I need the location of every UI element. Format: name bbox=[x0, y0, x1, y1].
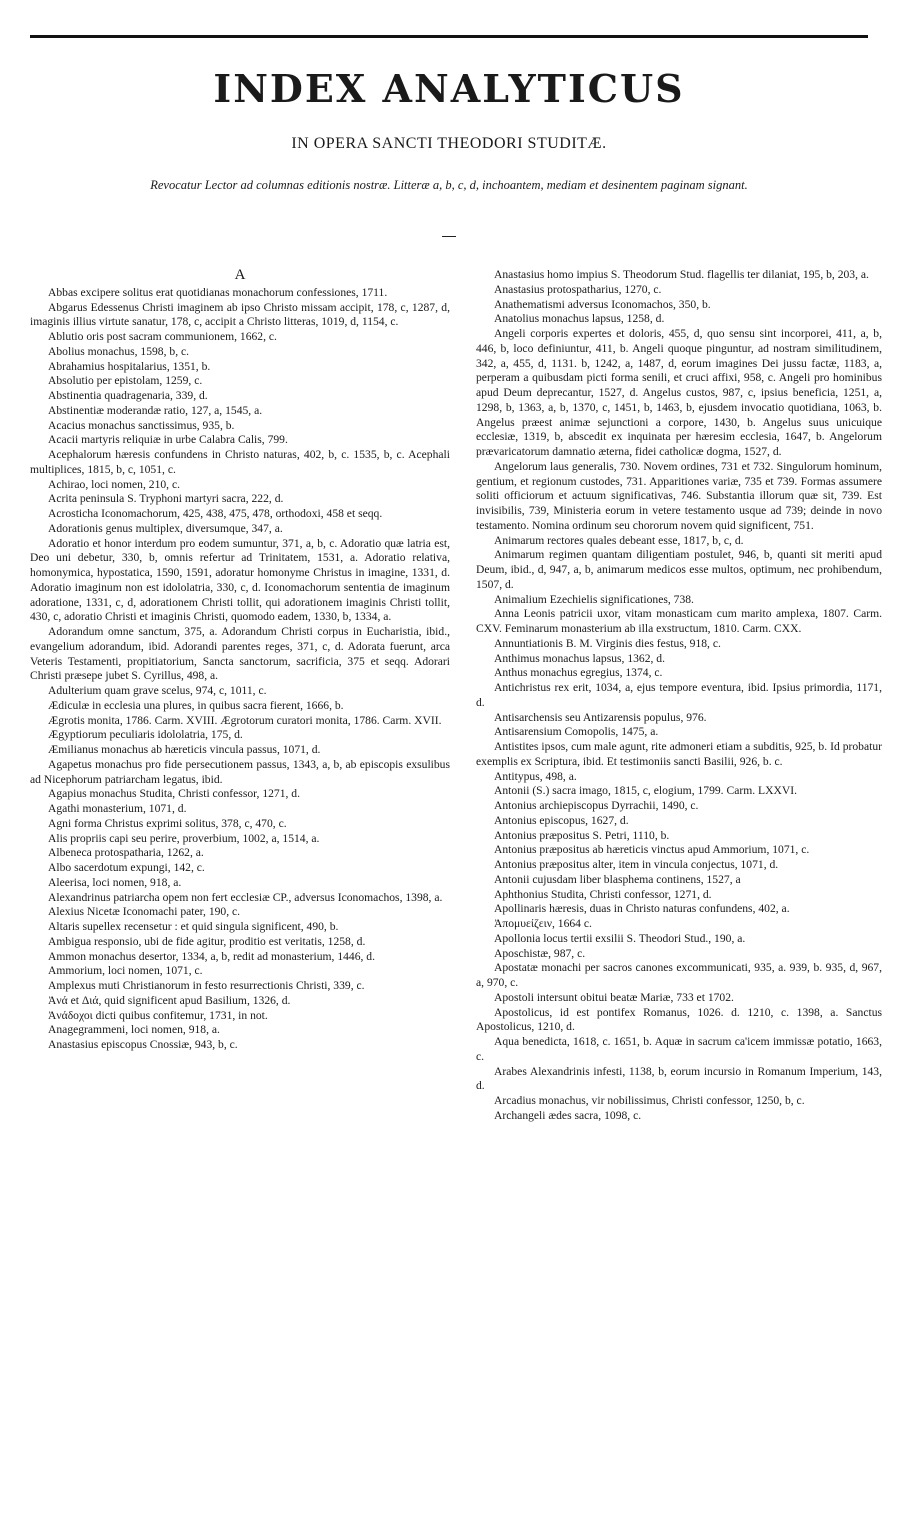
index-entry: Apostatæ monachi per sacros canones excommunicati, 935, a. 939, b. 935, d, 967, a, 970, c. bbox=[476, 961, 882, 989]
index-entry: Aphthonius Studita, Christi confessor, 1271, d. bbox=[494, 887, 712, 901]
page-subtitle: IN OPERA SANCTI THEODORI STUDITÆ. bbox=[291, 135, 607, 152]
reader-note: Revocatur Lector ad columnas editionis nostræ. Litteræ a, b, c, d, inchoantem, mediam et desinentem paginam signant. bbox=[150, 178, 748, 192]
page-title: INDEX ANALYTICUS bbox=[213, 66, 685, 111]
index-entry: Antonius præpositus ab hæreticis vinctus apud Ammorium, 1071, c. bbox=[494, 843, 810, 857]
index-entry: Agathi monasterium, 1071, d. bbox=[48, 802, 187, 815]
left-entry-list bbox=[30, 286, 450, 1053]
index-entry: Ammorium, loci nomen, 1071, c. bbox=[48, 964, 203, 978]
index-entry: Absolutio per epistolam, 1259, c. bbox=[48, 374, 203, 388]
index-entry: Ægrotis monita, 1786. Carm. XVIII. Ægrotorum curatori monita, 1786. Carm. XVII. bbox=[48, 713, 442, 727]
index-entry: Angelorum laus generalis, 730. Novem ordines, 731 et 732. Singulorum hominum, gentium, et regionum custodes, 731. Apparitiones variæ, 735 et 739. Formas assumere soliti officiorum et actuum significativas, 746. Substantia illorum quæ sit, 739. Est invisibilis, 739, Ministeria eorum in vetere testamento usque ad 739; deinde in novo testamento. Nomina ordinum seu chororum novem quid significent, 751. bbox=[476, 459, 882, 532]
index-entry: Acephalorum hæresis confundens in Christo naturas, 402, b, c. 1535, b, c. Acephali multiplices, 1815, b, c, 1051, c. bbox=[30, 448, 450, 476]
index-entry: Albo sacerdotum expungi, 142, c. bbox=[48, 861, 205, 874]
index-entry: Anastasius episcopus Cnossiæ, 943, b, c. bbox=[48, 1038, 238, 1051]
index-entry: Aposchistæ, 987, c. bbox=[494, 946, 586, 960]
index-entry: Abstinentiæ moderandæ ratio, 127, a, 1545, a. bbox=[48, 403, 263, 417]
right-entry-list bbox=[476, 268, 882, 1124]
index-entry: Agni forma Christus exprimi solitus, 378, c, 470, c. bbox=[48, 816, 287, 830]
index-entry: Aleerisa, loci nomen, 918, a. bbox=[48, 875, 182, 889]
index-entry: Antonius episcopus, 1627, d. bbox=[494, 813, 629, 827]
index-entry: Ambigua responsio, ubi de fide agitur, proditio est veritatis, 1258, d. bbox=[48, 934, 366, 948]
index-entry: Animalium Ezechielis significationes, 738. bbox=[494, 592, 694, 606]
index-entry: Anthus monachus egregius, 1374, c. bbox=[494, 666, 663, 680]
index-entry: Ammon monachus desertor, 1334, a, b, redit ad monasterium, 1446, d. bbox=[48, 949, 375, 963]
index-entry: Arcadius monachus, vir nobilissimus, Christi confessor, 1250, b, c. bbox=[494, 1094, 805, 1107]
index-entry: Antistites ipsos, cum male agunt, rite admoneri etiam a subditis, 925, b. Id probatur exemplis ex Scriptura, ibid. Et testimoniis sancti Basilii, 926, b. c. bbox=[476, 740, 882, 768]
index-entry: Antonius præpositus S. Petri, 1110, b. bbox=[494, 828, 670, 842]
index-entry: Æmilianus monachus ab hæreticis vincula passus, 1071, d. bbox=[48, 743, 321, 756]
index-entry: Agapius monachus Studita, Christi confessor, 1271, d. bbox=[48, 787, 300, 801]
index-entry: Ablutio oris post sacram communionem, 1662, c. bbox=[48, 330, 277, 343]
index-entry: Apollinaris hæresis, duas in Christo naturas confundens, 402, a. bbox=[494, 902, 790, 916]
index-entry: Altaris supellex recensetur : et quid singula significent, 490, b. bbox=[48, 920, 339, 933]
index-entry: Antonius archiepiscopus Dyrrachii, 1490, c. bbox=[494, 799, 699, 812]
index-entry: Ædiculæ in ecclesia una plures, in quibus sacra fierent, 1666, b. bbox=[48, 698, 344, 712]
index-entry: Antisarensium Comopolis, 1475, a. bbox=[494, 725, 659, 739]
index-entry: Ἀνά et Διά, quid significent apud Basilium, 1326, d. bbox=[48, 993, 291, 1007]
index-entry: Apollonia locus tertii exsilii S. Theodori Stud., 190, a. bbox=[494, 931, 746, 945]
index-entry: Aqua benedicta, 1618, c. 1651, b. Aquæ in sacrum ca'icem immissæ potatio, 1663, c. bbox=[476, 1035, 882, 1063]
index-entry: Anastasius protospatharius, 1270, c. bbox=[494, 282, 662, 296]
index-entry: Apostolicus, id est pontifex Romanus, 1026. d. 1210, c. 1398, a. Sanctus Apostolicus, 1210, d. bbox=[476, 1005, 882, 1034]
index-entry: Abbas excipere solitus erat quotidianas monachorum confessiones, 1711. bbox=[48, 285, 388, 299]
index-entry: Anatolius monachus lapsus, 1258, d. bbox=[494, 312, 665, 326]
index-entry: Abolius monachus, 1598, b, c. bbox=[48, 344, 190, 358]
index-entry: Arabes Alexandrinis infesti, 1138, b, eorum incursio in Romanum Imperium, 143, d. bbox=[476, 1064, 882, 1093]
index-entry: Adoratio et honor interdum pro eodem sumuntur, 371, a, b, c. Adoratio quæ latria est, Deo uni debetur, 330, b, omnis refertur ad Trinitatem, 1531, a. Adoratio relativa, homonymica, hypostatica, 1590, 1591, adoratur homonyme Christus in imagine, 1331, d. Adoratio imaginum non est idololatria, 330, c, d. Iconomachorum sententia de imaginum adoratione, 1331, c, d, adorationem Christi tollit, qui adorationem imaginis Christi tollit, 430, c, adoratio Christi et imaginis Christi, quomodo eadem, 1330, b, 1334, a. bbox=[30, 536, 450, 624]
index-entry: Antonius præpositus alter, item in vincula conjectus, 1071, d. bbox=[494, 858, 779, 871]
index-entry: Ἀπομυείζειν, 1664 c. bbox=[494, 917, 592, 930]
index-entry: Abrahamius hospitalarius, 1351, b. bbox=[48, 359, 211, 373]
index-entry: Acacii martyris reliquiæ in urbe Calabra Calis, 799. bbox=[48, 433, 288, 447]
index-entry: Anna Leonis patricii uxor, vitam monasticam cum marito amplexa, 1807. Carm. CXV. Feminarum monasterium ab illa exstructum, 1810. Carm. CXX. bbox=[476, 607, 882, 635]
index-entry: Animarum rectores quales debeant esse, 1817, b, c, d. bbox=[494, 533, 744, 547]
index-entry: Alexandrinus patriarcha opem non fert ecclesiæ CP., adversus Iconomachos, 1398, a. bbox=[48, 890, 443, 904]
index-entry: Ἀνάδοχοι dicti quibus confitemur, 1731, in not. bbox=[48, 1008, 268, 1022]
index-entry: Archangeli ædes sacra, 1098, c. bbox=[494, 1108, 642, 1122]
index-entry: Abstinentia quadragenaria, 339, d. bbox=[48, 389, 208, 402]
index-entry: Abgarus Edessenus Christi imaginem ab ipso Christo missam accipit, 178, c, 1287, d, imaginis illius virtute sanatur, 178, c, accipit a Christo litteras, 1019, d, 1154, c. bbox=[30, 300, 450, 329]
index-entry: Ægyptiorum peculiaris idololatria, 175, d. bbox=[48, 728, 243, 742]
index-entry: Albeneca protospatharia, 1262, a. bbox=[48, 846, 204, 860]
index-entry: Acrita peninsula S. Tryphoni martyri sacra, 222, d. bbox=[48, 492, 284, 506]
section-letter: A bbox=[234, 267, 246, 283]
index-entry: Animarum regimen quantam diligentiam postulet, 946, b, quanti sit meriti apud Deum, ibid., d, 947, a, b, animarum medicos esse multos, optimum, nec prohibendum, 1507, d. bbox=[476, 548, 882, 591]
index-entry: Apostoli intersunt obitui beatæ Mariæ, 733 et 1702. bbox=[494, 990, 734, 1004]
section-divider bbox=[442, 236, 456, 237]
index-entry: Anthimus monachus lapsus, 1362, d. bbox=[494, 651, 666, 665]
index-entry: Antonii (S.) sacra imago, 1815, c, elogium, 1799. Carm. LXXVI. bbox=[494, 784, 797, 798]
index-entry: Antichristus rex erit, 1034, a, ejus tempore eventura, ibid. Ipsius primordia, 1171, d. bbox=[476, 681, 882, 709]
index-entry: Acrosticha Iconomachorum, 425, 438, 475, 478, orthodoxi, 458 et seqq. bbox=[48, 507, 383, 520]
index-entry: Annuntiationis B. M. Virginis dies festus, 918, c. bbox=[494, 636, 721, 650]
index-entry: Angeli corporis expertes et doloris, 455, d, quo sensu sint incorporei, 411, a, b, 446, b, loco definiuntur, 411, b. Angeli quoque pinguntur, ad nostram similitudinem, 342, a, 455, d, 1131. b, 1242, a, 1487, d, eorum imagines Dei jussu factæ, 1183, a, perperam a quibusdam picti forma senili, et cruci affixi, 958, c. Angeli pro hominibus apud Deum deprecantur, 1527, d. Angelus custos, 987, c, ipsius beneficia, 1251, a, 1298, b, 1363, a, b, 1370, c, 1451, b, 1463, b, ejusdem invocatio quotidiana, 1063, b. Angelus præest animæ sejunctioni a corpore, 1430, b. Angelus suus unicuique ecclesiæ, 1319, b, abscedit ex inquinata per hæresim ecclesia, 1647, b. Angelorum prævaricatorum damnatio æterna, fidei catholicæ dogma, 1527, d. bbox=[476, 327, 882, 458]
index-entry: Anathematismi adversus Iconomachos, 350, b. bbox=[494, 297, 711, 311]
right-column bbox=[476, 268, 882, 1124]
index-entry: Amplexus muti Christianorum in festo resurrectionis Christi, 339, c. bbox=[48, 979, 365, 992]
index-entry: Adorationis genus multiplex, diversumque, 347, a. bbox=[48, 521, 283, 535]
index-entry: Antonii cujusdam liber blasphema continens, 1527, a bbox=[494, 872, 741, 886]
index-entry: Anastasius homo impius S. Theodorum Stud. flagellis ter dilaniat, 195, b, 203, a. bbox=[494, 268, 869, 281]
index-entry: Alexius Nicetæ Iconomachi pater, 190, c. bbox=[48, 905, 241, 919]
top-rule bbox=[30, 35, 868, 38]
index-entry: Achirao, loci nomen, 210, c. bbox=[48, 477, 181, 491]
left-column bbox=[30, 268, 450, 1053]
index-entry: Anagegrammeni, loci nomen, 918, a. bbox=[48, 1023, 220, 1037]
index-entry: Agapetus monachus pro fide persecutionem passus, 1343, a, b, ab episcopis exsulibus ad Nicephorum patriarcham legatus, ibid. bbox=[30, 757, 450, 786]
index-entry: Antisarchensis seu Antizarensis populus, 976. bbox=[494, 710, 707, 724]
index-entry: Alis propriis capi seu perire, proverbium, 1002, a, 1514, a. bbox=[48, 831, 320, 845]
index-entry: Antitypus, 498, a. bbox=[494, 769, 577, 783]
index-entry: Adorandum omne sanctum, 375, a. Adorandum Christi corpus in Eucharistia, ibid., evangelium adorandum, ibid. Adorandi parentes reges, 371, c, d. Adorata fuerunt, arca Veteris Testamenti, propitiatorium, Sancta sanctorum, sacrificia, 375 et seqq. Adorari Christi præsepe jubet S. Cyrillus, 498, a. bbox=[30, 625, 450, 683]
index-entry: Acacius monachus sanctissimus, 935, b. bbox=[48, 418, 235, 432]
index-entry: Adulterium quam grave scelus, 974, c, 1011, c. bbox=[48, 684, 267, 697]
